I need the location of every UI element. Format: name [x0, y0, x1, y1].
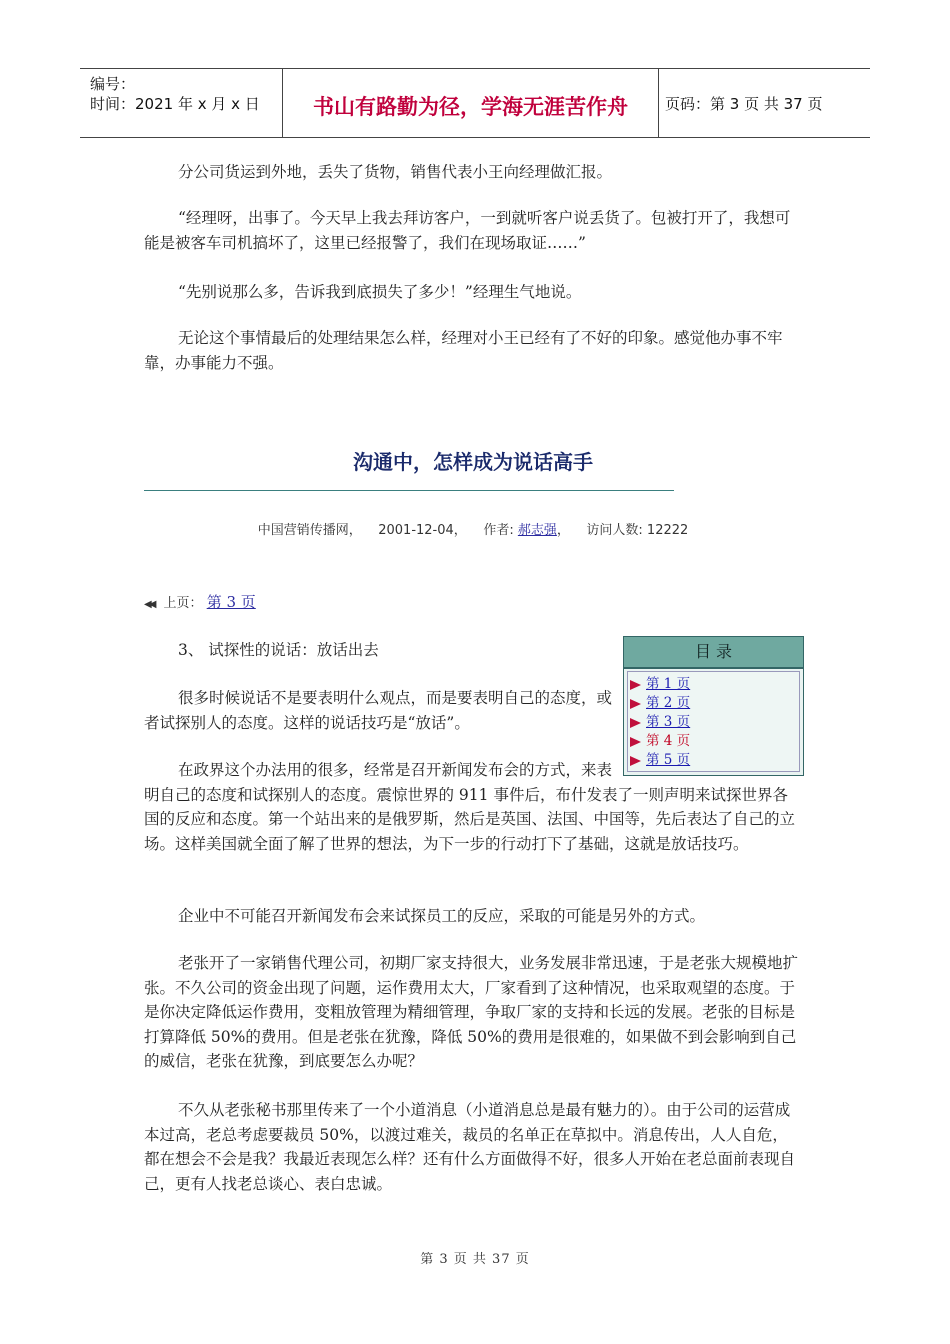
- body-paragraph: 分公司货运到外地，丢失了货物，销售代表小王向经理做汇报。: [178, 163, 613, 181]
- article-paragraph: 企业中不可能召开新闻发布会来试探员工的反应，采取的可能是另外的方式。: [178, 907, 706, 925]
- byline-author-label: 作者:: [483, 523, 514, 538]
- toc-heading: 目 录: [624, 637, 803, 669]
- byline-source: 中国营销传播网，: [257, 523, 362, 538]
- header-motto-cell: [283, 69, 659, 137]
- toc-item-2[interactable]: [628, 694, 799, 713]
- article-paragraph: 不久从老张秘书那里传来了一个小道消息（小道消息总是最有魅力的）。由于公司的运营成本过高，老总考虑要裁员 50%，以渡过难关，裁员的名单正在草拟中。消息传出，人人自危，都在想会不会是我？我最近表现怎么样？还有什么方面做得不好，很多人开始在老总面前表现自己，更有人找老总谈心、表白忠诚。: [144, 1101, 796, 1193]
- article-title: 沟通中，怎样成为说话高手: [353, 450, 593, 474]
- body-paragraph: “经理呀，出事了。今天早上我去拜访客户，一到就听客户说丢货了。包被打开了，我想可能是被客车司机搞坏了，这里已经报警了，我们在现场取证……”: [144, 209, 791, 252]
- prev-page-nav: [144, 591, 256, 612]
- rewind-icon: ◀◀: [144, 599, 154, 610]
- date-label: 时间：2021 年 x 月 x 日: [90, 95, 260, 113]
- number-label: 编号：: [90, 75, 136, 93]
- article-paragraph: 老张开了一家销售代理公司，初期厂家支持很大，业务发展非常迅速，于是老张大规模地扩张。不久公司的资金出现了问题，运作费用太大，厂家看到了这种情况，也采取观望的态度。于是你决定降低运作费用，变粗放管理为精细管理，争取厂家的支持和长远的发展。老张的目标是打算降低 50%的费用。但是老张在犹豫，降低 50%的费用是很难的，如果做不到会影响到自己的威信，老张在犹豫，到底要怎么办呢？: [144, 954, 799, 1070]
- prev-page-link[interactable]: 第 3 页: [206, 593, 256, 611]
- article-paragraph-text: 在政界这个办法用的很多，经常是召开新闻发布会的方式，来表明自己的态度和试探别人的态度。震惊世界的 911 事件后，布什发表了一则声明来试探世界各国的反应和态度。第一个站出来的是俄罗斯，然后是英国、法国、中国等，先后表达了自己的立场。这样美国就全面了解了世界的想法，为下一步的行动打下了基础，这就是放话技巧。: [144, 761, 796, 853]
- toc-link[interactable]: 第 5 页: [646, 752, 691, 768]
- article-paragraph: [144, 758, 802, 856]
- article-paragraph: 很多时候说话不是要表明什么观点，而是要表明自己的态度，或者试探别人的态度。这样的说话技巧是“放话”。: [144, 689, 613, 732]
- toc-link[interactable]: 第 3 页: [646, 714, 691, 730]
- toc-item-4-current: [628, 732, 799, 751]
- arrow-right-icon: [630, 680, 641, 690]
- body-paragraph: “先别说那么多，告诉我到底损失了多少！”经理生气地说。: [178, 283, 582, 301]
- toc-link[interactable]: 第 1 页: [646, 676, 691, 692]
- toc-item-3[interactable]: [628, 713, 799, 732]
- arrow-right-icon: [630, 718, 641, 728]
- arrow-right-icon: [630, 737, 641, 747]
- prev-label: 上页：: [163, 596, 203, 611]
- page-header: [80, 68, 870, 138]
- byline-date: 2001-12-04，: [378, 523, 467, 538]
- page-footer: 第 3 页 共 37 页: [420, 1252, 530, 1267]
- byline: [144, 519, 802, 538]
- header-page-cell: [659, 69, 870, 137]
- body-paragraph: 无论这个事情最后的处理结果怎么样，经理对小王已经有了不好的印象。感觉他办事不牢靠，办事能力不强。: [144, 329, 783, 372]
- motto: 书山有路勤为径，学海无涯苦作舟: [313, 95, 628, 119]
- title-divider: [144, 490, 674, 491]
- toc-item-1[interactable]: [628, 675, 799, 694]
- toc-list: [627, 671, 800, 772]
- byline-author-sep: ，: [556, 523, 570, 538]
- byline-visits: 访问人数: 12222: [586, 523, 689, 538]
- toc-current-label: 第 4 页: [646, 733, 691, 749]
- toc-link[interactable]: 第 2 页: [646, 695, 691, 711]
- header-meta-cell: [80, 69, 283, 137]
- section-subheading: 3、 试探性的说话：放话出去: [178, 641, 379, 659]
- toc-box: [623, 636, 804, 776]
- header-page-info: 页码：第 3 页 共 37 页: [665, 95, 823, 113]
- author-link[interactable]: 郝志强: [517, 523, 557, 538]
- arrow-right-icon: [630, 699, 641, 709]
